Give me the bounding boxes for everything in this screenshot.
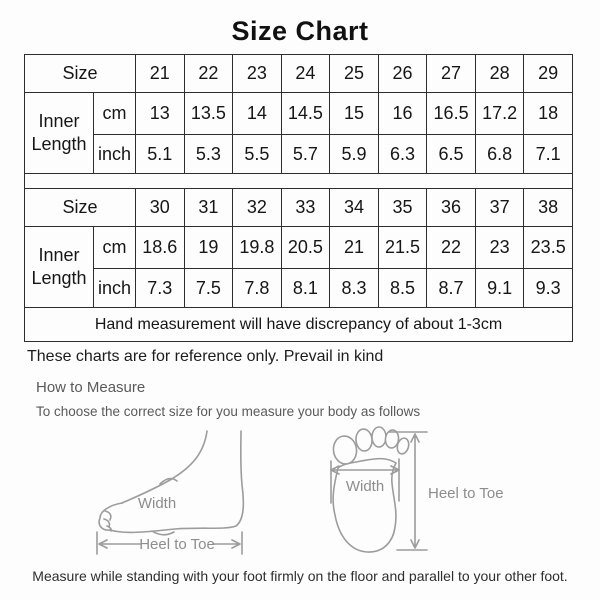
cm-cell: 15 [330,93,379,135]
size-cell: 37 [475,189,524,227]
inch-cell: 9.1 [475,269,524,308]
inch-cell: 8.1 [281,269,330,308]
size-cell: 21 [136,55,185,93]
inch-cell: 6.8 [475,135,524,174]
size-cell: 28 [475,55,524,93]
inch-cell: 5.1 [136,135,185,174]
cm-cell: 23.5 [524,227,573,269]
reference-note: These charts are for reference only. Prevail in kind [27,348,384,365]
measure-diagrams [0,423,600,561]
inch-cell: 5.3 [184,135,233,174]
cm-label-cell: cm [94,93,136,135]
size-cell: 29 [524,55,573,93]
cm-label-cell: cm [94,227,136,269]
cm-cell: 21 [330,227,379,269]
cm-cell: 13.5 [184,93,233,135]
inch-cell: 8.7 [427,269,476,308]
size-cell: 35 [378,189,427,227]
big-toe [332,435,359,466]
size-cell: 33 [281,189,330,227]
foot-side-view-diagram [90,427,255,557]
inch-label-cell: inch [94,269,136,308]
inner-length-label-cell: Inner Length [25,93,94,174]
width-arrow [331,466,399,474]
heel-to-toe-label: Heel to Toe [139,536,215,553]
size-cell: 32 [233,189,282,227]
cm-cell: 21.5 [378,227,427,269]
inch-row [25,269,573,308]
size-cell: 22 [184,55,233,93]
table-spacer-row [25,174,573,189]
size-cell: 26 [378,55,427,93]
size-table [24,54,573,342]
size-cell: 25 [330,55,379,93]
inch-cell: 6.3 [378,135,427,174]
inch-cell: 7.3 [136,269,185,308]
inch-cell: 5.7 [281,135,330,174]
cm-cell: 13 [136,93,185,135]
measurement-note-cell: Hand measurement will have discrepancy of about 1-3cm [25,308,573,342]
cm-cell: 22 [427,227,476,269]
cm-cell: 17.2 [475,93,524,135]
measure-footer-note: Measure while standing with your foot firmly on the floor and parallel to your other foot. [32,568,568,584]
foot-outline [110,526,236,532]
cm-cell: 19 [184,227,233,269]
width-label: Width [137,495,177,512]
inch-cell: 8.5 [378,269,427,308]
size-cell: 24 [281,55,330,93]
size-label-cell: Size [25,55,136,93]
cm-cell: 16.5 [427,93,476,135]
size-label-cell: Size [25,189,136,227]
width-label: Width [345,478,385,495]
heel-to-toe-arrow [411,434,419,548]
cm-cell: 14 [233,93,282,135]
size-cell: 34 [330,189,379,227]
inch-cell: 5.5 [233,135,282,174]
foot-sole-view-diagram [325,423,515,558]
inch-cell: 8.3 [330,269,379,308]
inch-cell: 9.3 [524,269,573,308]
heel-to-toe-arrow [213,540,240,548]
inch-label-cell: inch [94,135,136,174]
heel-to-toe-label: Heel to Toe [428,485,504,502]
foot-outline [236,431,243,526]
inch-cell: 7.1 [524,135,573,174]
size-cell: 38 [524,189,573,227]
page-title: Size Chart [231,16,369,46]
cm-row [25,93,573,135]
size-cell: 30 [136,189,185,227]
inch-cell: 6.5 [427,135,476,174]
inch-cell: 7.5 [184,269,233,308]
foot-outline [122,431,207,503]
inch-row [25,135,573,174]
how-to-measure-subtitle: To choose the correct size for you measure your body as follows [36,404,421,419]
cm-row [25,227,573,269]
size-header-row [25,189,573,227]
size-header-row [25,55,573,93]
toe [372,427,386,447]
size-cell: 36 [427,189,476,227]
inch-cell: 5.9 [330,135,379,174]
cm-cell: 18 [524,93,573,135]
toe-detail [105,511,111,520]
sole-outline [333,459,396,552]
cm-cell: 20.5 [281,227,330,269]
inner-length-label-cell: Inner Length [25,227,94,308]
size-cell: 31 [184,189,233,227]
toe [355,428,373,451]
inch-cell: 7.8 [233,269,282,308]
size-cell: 27 [427,55,476,93]
size-cell: 23 [233,55,282,93]
cm-cell: 19.8 [233,227,282,269]
table-note-row [25,308,573,342]
heel-to-toe-arrow [99,540,140,548]
cm-cell: 14.5 [281,93,330,135]
how-to-measure-heading: How to Measure [36,379,146,396]
cm-cell: 23 [475,227,524,269]
spacer-cell [25,174,573,189]
cm-cell: 16 [378,93,427,135]
cm-cell: 18.6 [136,227,185,269]
